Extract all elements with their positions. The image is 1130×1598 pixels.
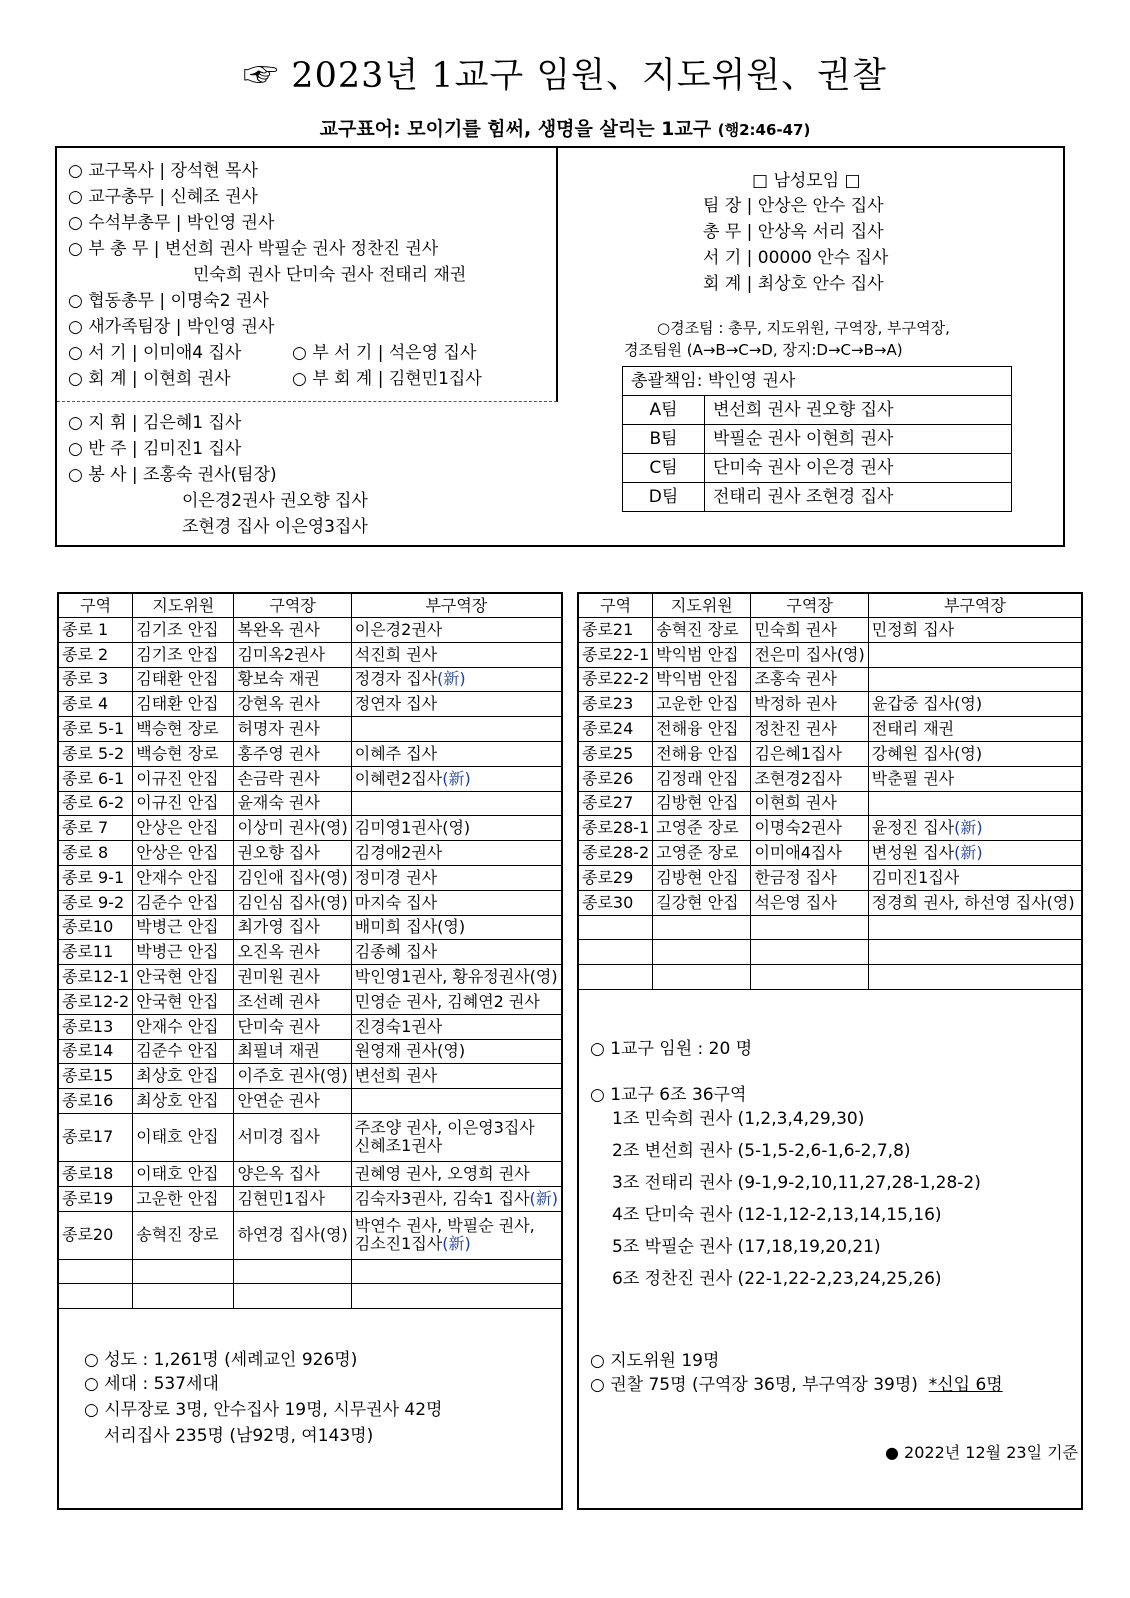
subleader-name <box>868 642 1081 667</box>
subleader-name: 이혜주 집사 <box>351 741 561 766</box>
advisor-name: 고운한 안집 <box>653 692 751 717</box>
subleader-name <box>868 791 1081 816</box>
advisor-name: 안상은 안집 <box>133 816 234 841</box>
advisor-name: 김준수 안집 <box>133 890 234 915</box>
leader-name: 안연순 권사 <box>234 1089 351 1114</box>
district-header-row <box>579 594 1082 618</box>
service-line: ○ 반 주 | 김미진1 집사 <box>68 439 242 459</box>
leader-name: 이주호 권사(영) <box>234 1064 351 1089</box>
district-row <box>59 915 562 940</box>
district-column-header: 지도위원 <box>653 594 751 618</box>
leader-name: 홍주영 권사 <box>234 741 351 766</box>
advisor-name: 송혁진 장로 <box>653 618 751 643</box>
advisor-name: 백승현 장로 <box>133 741 234 766</box>
advisor-name: 박병근 안집 <box>133 915 234 940</box>
officer-line: ○ 교구목사 | 장석현 목사 <box>68 161 258 181</box>
district-name: 종로17 <box>59 1113 133 1161</box>
summary-line: ○ 성도 : 1,261명 (세례교인 926명) <box>84 1350 358 1370</box>
district-column-header: 구역장 <box>751 594 868 618</box>
leader-name: 이상미 권사(영) <box>234 816 351 841</box>
advisor-name: 김정래 안집 <box>653 766 751 791</box>
district-column-header: 구역 <box>579 594 653 618</box>
leader-name <box>751 965 868 990</box>
leader-name: 허명자 권사 <box>234 717 351 742</box>
leader-name: 강현옥 권사 <box>234 692 351 717</box>
group-line: 4조 단미숙 권사 (12-1,12-2,13,14,15,16) <box>612 1205 942 1225</box>
district-name: 종로26 <box>579 766 653 791</box>
district-column-header: 부구역장 <box>868 594 1081 618</box>
leader-name: 황보숙 재권 <box>234 667 351 692</box>
subleader-name: 김경애2권사 <box>351 841 561 866</box>
leader-name: 권미원 권사 <box>234 965 351 990</box>
men-group-title: □ 남성모임 □ <box>752 171 861 191</box>
district-row <box>59 890 562 915</box>
service-line: ○ 봉 사 | 조홍숙 권사(팀장) <box>68 465 277 485</box>
leader-name: 김미옥2권사 <box>234 642 351 667</box>
subleader-name: 석진희 권사 <box>351 642 561 667</box>
leader-name: 복완옥 권사 <box>234 618 351 643</box>
district-row <box>59 965 562 990</box>
district-column-header: 지도위원 <box>133 594 234 618</box>
district-name: 종로 9-1 <box>59 865 133 890</box>
leader-name: 권오향 집사 <box>234 841 351 866</box>
officer-line: ○ 서 기 | 이미애4 집사 <box>68 343 242 363</box>
district-name: 종로12-1 <box>59 965 133 990</box>
officer-line: ○ 부 총 무 | 변선희 권사 박필순 권사 정찬진 권사 <box>68 239 439 259</box>
advisor-name <box>653 940 751 965</box>
leader-name: 박정하 권사 <box>751 692 868 717</box>
district-name <box>579 940 653 965</box>
officers-divider <box>556 146 558 402</box>
advisor-name: 이태호 안집 <box>133 1161 234 1186</box>
district-name <box>59 1284 133 1309</box>
advisor-name: 김방현 안집 <box>653 791 751 816</box>
condolence-team-name: C팀 <box>623 454 705 483</box>
leader-name: 최가영 집사 <box>234 915 351 940</box>
district-row <box>59 1089 562 1114</box>
district-row <box>579 692 1082 717</box>
subleader-name: 김미영1권사(영) <box>351 816 561 841</box>
subleader-name: 박춘필 권사 <box>868 766 1081 791</box>
subleader-name: 이혜련2집사(新) <box>351 766 561 791</box>
subleader-name: 민정희 집사 <box>868 618 1081 643</box>
district-row <box>59 791 562 816</box>
leader-name <box>234 1284 351 1309</box>
district-row <box>59 1039 562 1064</box>
district-row <box>579 618 1082 643</box>
subleader-name: 정연자 집사 <box>351 692 561 717</box>
officer-line: ○ 새가족팀장 | 박인영 권사 <box>68 317 275 337</box>
subleader-name: 정경희 권사, 하선영 집사(영) <box>868 890 1081 915</box>
leader-name: 이현희 권사 <box>751 791 868 816</box>
advisor-name: 김기조 안집 <box>133 618 234 643</box>
district-row <box>579 890 1082 915</box>
district-name: 종로 8 <box>59 841 133 866</box>
district-name <box>59 1259 133 1284</box>
subleader-name: 정미경 권사 <box>351 865 561 890</box>
condolence-head-row <box>623 367 1012 396</box>
district-name: 종로27 <box>579 791 653 816</box>
leader-name: 조홍숙 권사 <box>751 667 868 692</box>
district-row <box>59 1161 562 1186</box>
leader-name: 조선례 권사 <box>234 989 351 1014</box>
advisor-name: 최상호 안집 <box>133 1089 234 1114</box>
basis-date: ● 2022년 12월 23일 기준 <box>885 1443 1079 1462</box>
subleader-name: 강혜원 집사(영) <box>868 741 1081 766</box>
motto-ref: (행2:46-47) <box>717 121 811 139</box>
district-row <box>59 1284 562 1309</box>
district-row <box>59 1113 562 1161</box>
leader-name: 서미경 집사 <box>234 1113 351 1161</box>
district-name: 종로20 <box>59 1211 133 1259</box>
condolence-team-row <box>623 454 1012 483</box>
subleader-name: 박인영1권사, 황유정권사(영) <box>351 965 561 990</box>
subleader-name: 주조양 권사, 이은영3집사 신혜조1권사 <box>351 1113 561 1161</box>
subleader-name: 민영순 권사, 김혜연2 권사 <box>351 989 561 1014</box>
advisor-name: 이규진 안집 <box>133 766 234 791</box>
leader-name: 손금락 권사 <box>234 766 351 791</box>
leader-name: 김인심 집사(영) <box>234 890 351 915</box>
subleader-name <box>351 791 561 816</box>
subleader-name <box>351 1284 561 1309</box>
district-name: 종로23 <box>579 692 653 717</box>
condolence-team-name: D팀 <box>623 483 705 512</box>
leader-name: 이명숙2권사 <box>751 816 868 841</box>
leader-name: 민숙희 권사 <box>751 618 868 643</box>
advisor-name: 길강현 안집 <box>653 890 751 915</box>
condolence-team-members: 변선희 권사 권오향 집사 <box>705 396 1012 425</box>
district-name: 종로14 <box>59 1039 133 1064</box>
condolence-team-row <box>623 483 1012 512</box>
district-row <box>59 841 562 866</box>
district-row <box>579 642 1082 667</box>
advisor-name: 안재수 안집 <box>133 1014 234 1039</box>
district-name: 종로 6-2 <box>59 791 133 816</box>
district-name: 종로 5-2 <box>59 741 133 766</box>
advisor-name: 이규진 안집 <box>133 791 234 816</box>
district-row <box>59 717 562 742</box>
men-group-row: 회 계 | 최상호 안수 집사 <box>703 274 884 294</box>
district-name: 종로13 <box>59 1014 133 1039</box>
leader-name: 조현경2집사 <box>751 766 868 791</box>
district-row <box>59 940 562 965</box>
leader-name: 최필녀 재권 <box>234 1039 351 1064</box>
leader-name: 하연경 집사(영) <box>234 1211 351 1259</box>
district-row <box>579 841 1082 866</box>
advisor-name: 고운한 안집 <box>133 1186 234 1211</box>
motto-text: 교구표어: 모이기를 힘써, 생명을 살리는 1교구 <box>319 118 712 140</box>
district-name: 종로28-2 <box>579 841 653 866</box>
subleader-name: 마지숙 집사 <box>351 890 561 915</box>
district-row <box>579 816 1082 841</box>
district-row <box>579 717 1082 742</box>
advisor-name: 김준수 안집 <box>133 1039 234 1064</box>
district-row <box>59 865 562 890</box>
service-line: 이은경2권사 권오향 집사 <box>182 491 368 511</box>
page-title: ☞ 2023년 1교구 임원、지도위원、권찰 <box>243 56 887 96</box>
leader-name: 김현민1집사 <box>234 1186 351 1211</box>
advisor-name <box>133 1284 234 1309</box>
advisor-name: 박익범 안집 <box>653 642 751 667</box>
leader-name: 김은혜1집사 <box>751 741 868 766</box>
district-name: 종로29 <box>579 865 653 890</box>
leader-name <box>751 915 868 940</box>
district-name: 종로18 <box>59 1161 133 1186</box>
advisor-name: 전해융 안집 <box>653 717 751 742</box>
officer-line: ○ 부 회 계 | 김현민1집사 <box>292 369 482 389</box>
district-table-right <box>578 593 1082 990</box>
subleader-name: 변선희 권사 <box>351 1064 561 1089</box>
district-name: 종로22-1 <box>579 642 653 667</box>
advisor-name: 안국현 안집 <box>133 989 234 1014</box>
subleader-name: 전태리 재권 <box>868 717 1081 742</box>
advisor-name <box>653 915 751 940</box>
advisor-name: 백승현 장로 <box>133 717 234 742</box>
district-row <box>59 1014 562 1039</box>
subleader-name: 윤갑중 집사(영) <box>868 692 1081 717</box>
district-name: 종로 9-2 <box>59 890 133 915</box>
district-row <box>579 865 1082 890</box>
advisor-name: 박병근 안집 <box>133 940 234 965</box>
district-row <box>59 1259 562 1284</box>
kwonchal-count <box>590 1372 1003 1398</box>
officer-line: ○ 회 계 | 이현희 권사 <box>68 369 231 389</box>
subleader-name <box>868 667 1081 692</box>
advisor-name: 안상은 안집 <box>133 841 234 866</box>
leader-name: 김인애 집사(영) <box>234 865 351 890</box>
condolence-team-name: B팀 <box>623 425 705 454</box>
district-name: 종로 6-1 <box>59 766 133 791</box>
district-header-row <box>59 594 562 618</box>
leader-name <box>751 940 868 965</box>
district-row <box>579 940 1082 965</box>
subleader-name <box>351 717 561 742</box>
district-name: 종로16 <box>59 1089 133 1114</box>
leader-name: 오진옥 권사 <box>234 940 351 965</box>
district-row <box>59 741 562 766</box>
district-table-left <box>58 593 562 1309</box>
subleader-name <box>351 1259 561 1284</box>
district-name: 종로25 <box>579 741 653 766</box>
condolence-team-name: A팀 <box>623 396 705 425</box>
advisor-name: 김태환 안집 <box>133 692 234 717</box>
district-row <box>579 766 1082 791</box>
district-name: 종로11 <box>59 940 133 965</box>
advisor-count: ○ 지도위원 19명 <box>590 1351 720 1371</box>
officer-line: 민숙희 권사 단미숙 권사 전태리 재권 <box>193 265 467 285</box>
condolence-team-members: 박필순 권사 이현희 권사 <box>705 425 1012 454</box>
district-row <box>579 667 1082 692</box>
advisor-name <box>133 1259 234 1284</box>
subleader-name <box>868 965 1081 990</box>
subleader-name: 변성원 집사(新) <box>868 841 1081 866</box>
service-line: ○ 지 휘 | 김은혜1 집사 <box>68 413 242 433</box>
men-group-row: 팀 장 | 안상은 안수 집사 <box>703 196 884 216</box>
subleader-name <box>868 940 1081 965</box>
condolence-team-members: 단미숙 권사 이은경 권사 <box>705 454 1012 483</box>
leader-name: 양은옥 집사 <box>234 1161 351 1186</box>
district-name: 종로 5-1 <box>59 717 133 742</box>
leader-name: 윤재숙 권사 <box>234 791 351 816</box>
district-name <box>579 915 653 940</box>
subleader-name: 정경자 집사(新) <box>351 667 561 692</box>
summary-line: ○ 세대 : 537세대 <box>84 1374 219 1394</box>
district-row <box>59 1211 562 1259</box>
district-row <box>59 1186 562 1211</box>
advisor-name: 고영준 장로 <box>653 841 751 866</box>
advisor-name: 송혁진 장로 <box>133 1211 234 1259</box>
subleader-name: 김미진1집사 <box>868 865 1081 890</box>
district-row <box>579 791 1082 816</box>
district-motto <box>0 114 1130 141</box>
district-row <box>59 1064 562 1089</box>
subleader-name: 원영재 권사(영) <box>351 1039 561 1064</box>
advisor-name: 이태호 안집 <box>133 1113 234 1161</box>
leader-name: 정찬진 권사 <box>751 717 868 742</box>
district-row <box>579 741 1082 766</box>
district-name: 종로 3 <box>59 667 133 692</box>
subleader-name: 박연수 권사, 박필순 권사, 김소진1집사(新) <box>351 1211 561 1259</box>
district-row <box>579 915 1082 940</box>
condolence-team-line1: ○경조팀 : 총무, 지도위원, 구역장, 부구역장, <box>657 319 950 337</box>
group-line: 2조 변선희 권사 (5-1,5-2,6-1,6-2,7,8) <box>612 1141 911 1161</box>
leader-name: 전은미 집사(영) <box>751 642 868 667</box>
district-name: 종로28-1 <box>579 816 653 841</box>
groups-title: ○ 1교구 6조 36구역 <box>590 1085 747 1105</box>
advisor-name: 박익범 안집 <box>653 667 751 692</box>
group-line: 1조 민숙희 권사 (1,2,3,4,29,30) <box>612 1109 865 1129</box>
district-name: 종로10 <box>59 915 133 940</box>
leader-name: 한금정 집사 <box>751 865 868 890</box>
subleader-name: 진경숙1권사 <box>351 1014 561 1039</box>
group-line: 6조 정찬진 권사 (22-1,22-2,23,24,25,26) <box>612 1269 942 1289</box>
advisor-name: 최상호 안집 <box>133 1064 234 1089</box>
condolence-head: 총괄책임: 박인영 권사 <box>623 367 1012 396</box>
district-column-header: 부구역장 <box>351 594 561 618</box>
condolence-team-row <box>623 396 1012 425</box>
subleader-name: 권혜영 권사, 오영희 권사 <box>351 1161 561 1186</box>
advisor-name: 안재수 안집 <box>133 865 234 890</box>
officer-count: ○ 1교구 임원 : 20 명 <box>590 1039 753 1059</box>
officer-line: ○ 협동총무 | 이명숙2 권사 <box>68 291 269 311</box>
district-name: 종로24 <box>579 717 653 742</box>
advisor-name: 전해융 안집 <box>653 741 751 766</box>
officer-line: ○ 수석부총무 | 박인영 권사 <box>68 213 275 233</box>
district-name: 종로 4 <box>59 692 133 717</box>
district-name: 종로 7 <box>59 816 133 841</box>
condolence-team-table <box>622 366 1012 512</box>
district-row <box>59 766 562 791</box>
summary-line: ○ 시무장로 3명, 안수집사 19명, 시무권사 42명 <box>84 1400 443 1420</box>
district-name: 종로 1 <box>59 618 133 643</box>
district-name: 종로22-2 <box>579 667 653 692</box>
officer-line: ○ 교구총무 | 신혜조 권사 <box>68 187 258 207</box>
leader-name <box>234 1259 351 1284</box>
district-name: 종로19 <box>59 1186 133 1211</box>
district-row <box>59 816 562 841</box>
advisor-name: 김방현 안집 <box>653 865 751 890</box>
district-row <box>59 692 562 717</box>
advisor-name: 김기조 안집 <box>133 642 234 667</box>
district-row <box>579 965 1082 990</box>
leader-name: 석은영 집사 <box>751 890 868 915</box>
district-column-header: 구역장 <box>234 594 351 618</box>
district-name: 종로15 <box>59 1064 133 1089</box>
subleader-name: 김숙자3권사, 김숙1 집사(新) <box>351 1186 561 1211</box>
district-name: 종로21 <box>579 618 653 643</box>
group-line: 3조 전태리 권사 (9-1,9-2,10,11,27,28-1,28-2) <box>612 1173 981 1193</box>
district-row <box>59 989 562 1014</box>
subleader-name <box>868 915 1081 940</box>
officers-dashed-separator <box>57 401 557 402</box>
condolence-team-members: 전태리 권사 조현경 집사 <box>705 483 1012 512</box>
advisor-name: 고영준 장로 <box>653 816 751 841</box>
group-line: 5조 박필순 권사 (17,18,19,20,21) <box>612 1237 881 1257</box>
advisor-name <box>653 965 751 990</box>
condolence-team-line2: 경조팀원 (A→B→C→D, 장지:D→C→B→A) <box>624 341 903 359</box>
summary-line: 서리집사 235명 (남92명, 여143명) <box>104 1426 374 1446</box>
subleader-name: 윤정진 집사(新) <box>868 816 1081 841</box>
district-column-header: 구역 <box>59 594 133 618</box>
subleader-name: 김종혜 집사 <box>351 940 561 965</box>
advisor-name: 안국현 안집 <box>133 965 234 990</box>
subleader-name <box>351 1089 561 1114</box>
subleader-name: 이은경2권사 <box>351 618 561 643</box>
condolence-team-row <box>623 425 1012 454</box>
advisor-name: 김태환 안집 <box>133 667 234 692</box>
leader-name: 이미애4집사 <box>751 841 868 866</box>
new-member-count: *신입 6명 <box>928 1375 1003 1395</box>
district-name: 종로12-2 <box>59 989 133 1014</box>
officer-line: ○ 부 서 기 | 석은영 집사 <box>292 343 477 363</box>
district-row <box>59 642 562 667</box>
district-row <box>59 618 562 643</box>
men-group-row: 총 무 | 안상옥 서리 집사 <box>703 222 884 242</box>
district-name: 종로30 <box>579 890 653 915</box>
district-name <box>579 965 653 990</box>
district-row <box>59 667 562 692</box>
men-group-row: 서 기 | 00000 안수 집사 <box>703 248 889 268</box>
district-name: 종로 2 <box>59 642 133 667</box>
leader-name: 단미숙 권사 <box>234 1014 351 1039</box>
kwonchal-text: ○ 권찰 75명 (구역장 36명, 부구역장 39명) <box>590 1375 918 1395</box>
subleader-name: 배미희 집사(영) <box>351 915 561 940</box>
service-line: 조현경 집사 이은영3집사 <box>182 517 368 537</box>
